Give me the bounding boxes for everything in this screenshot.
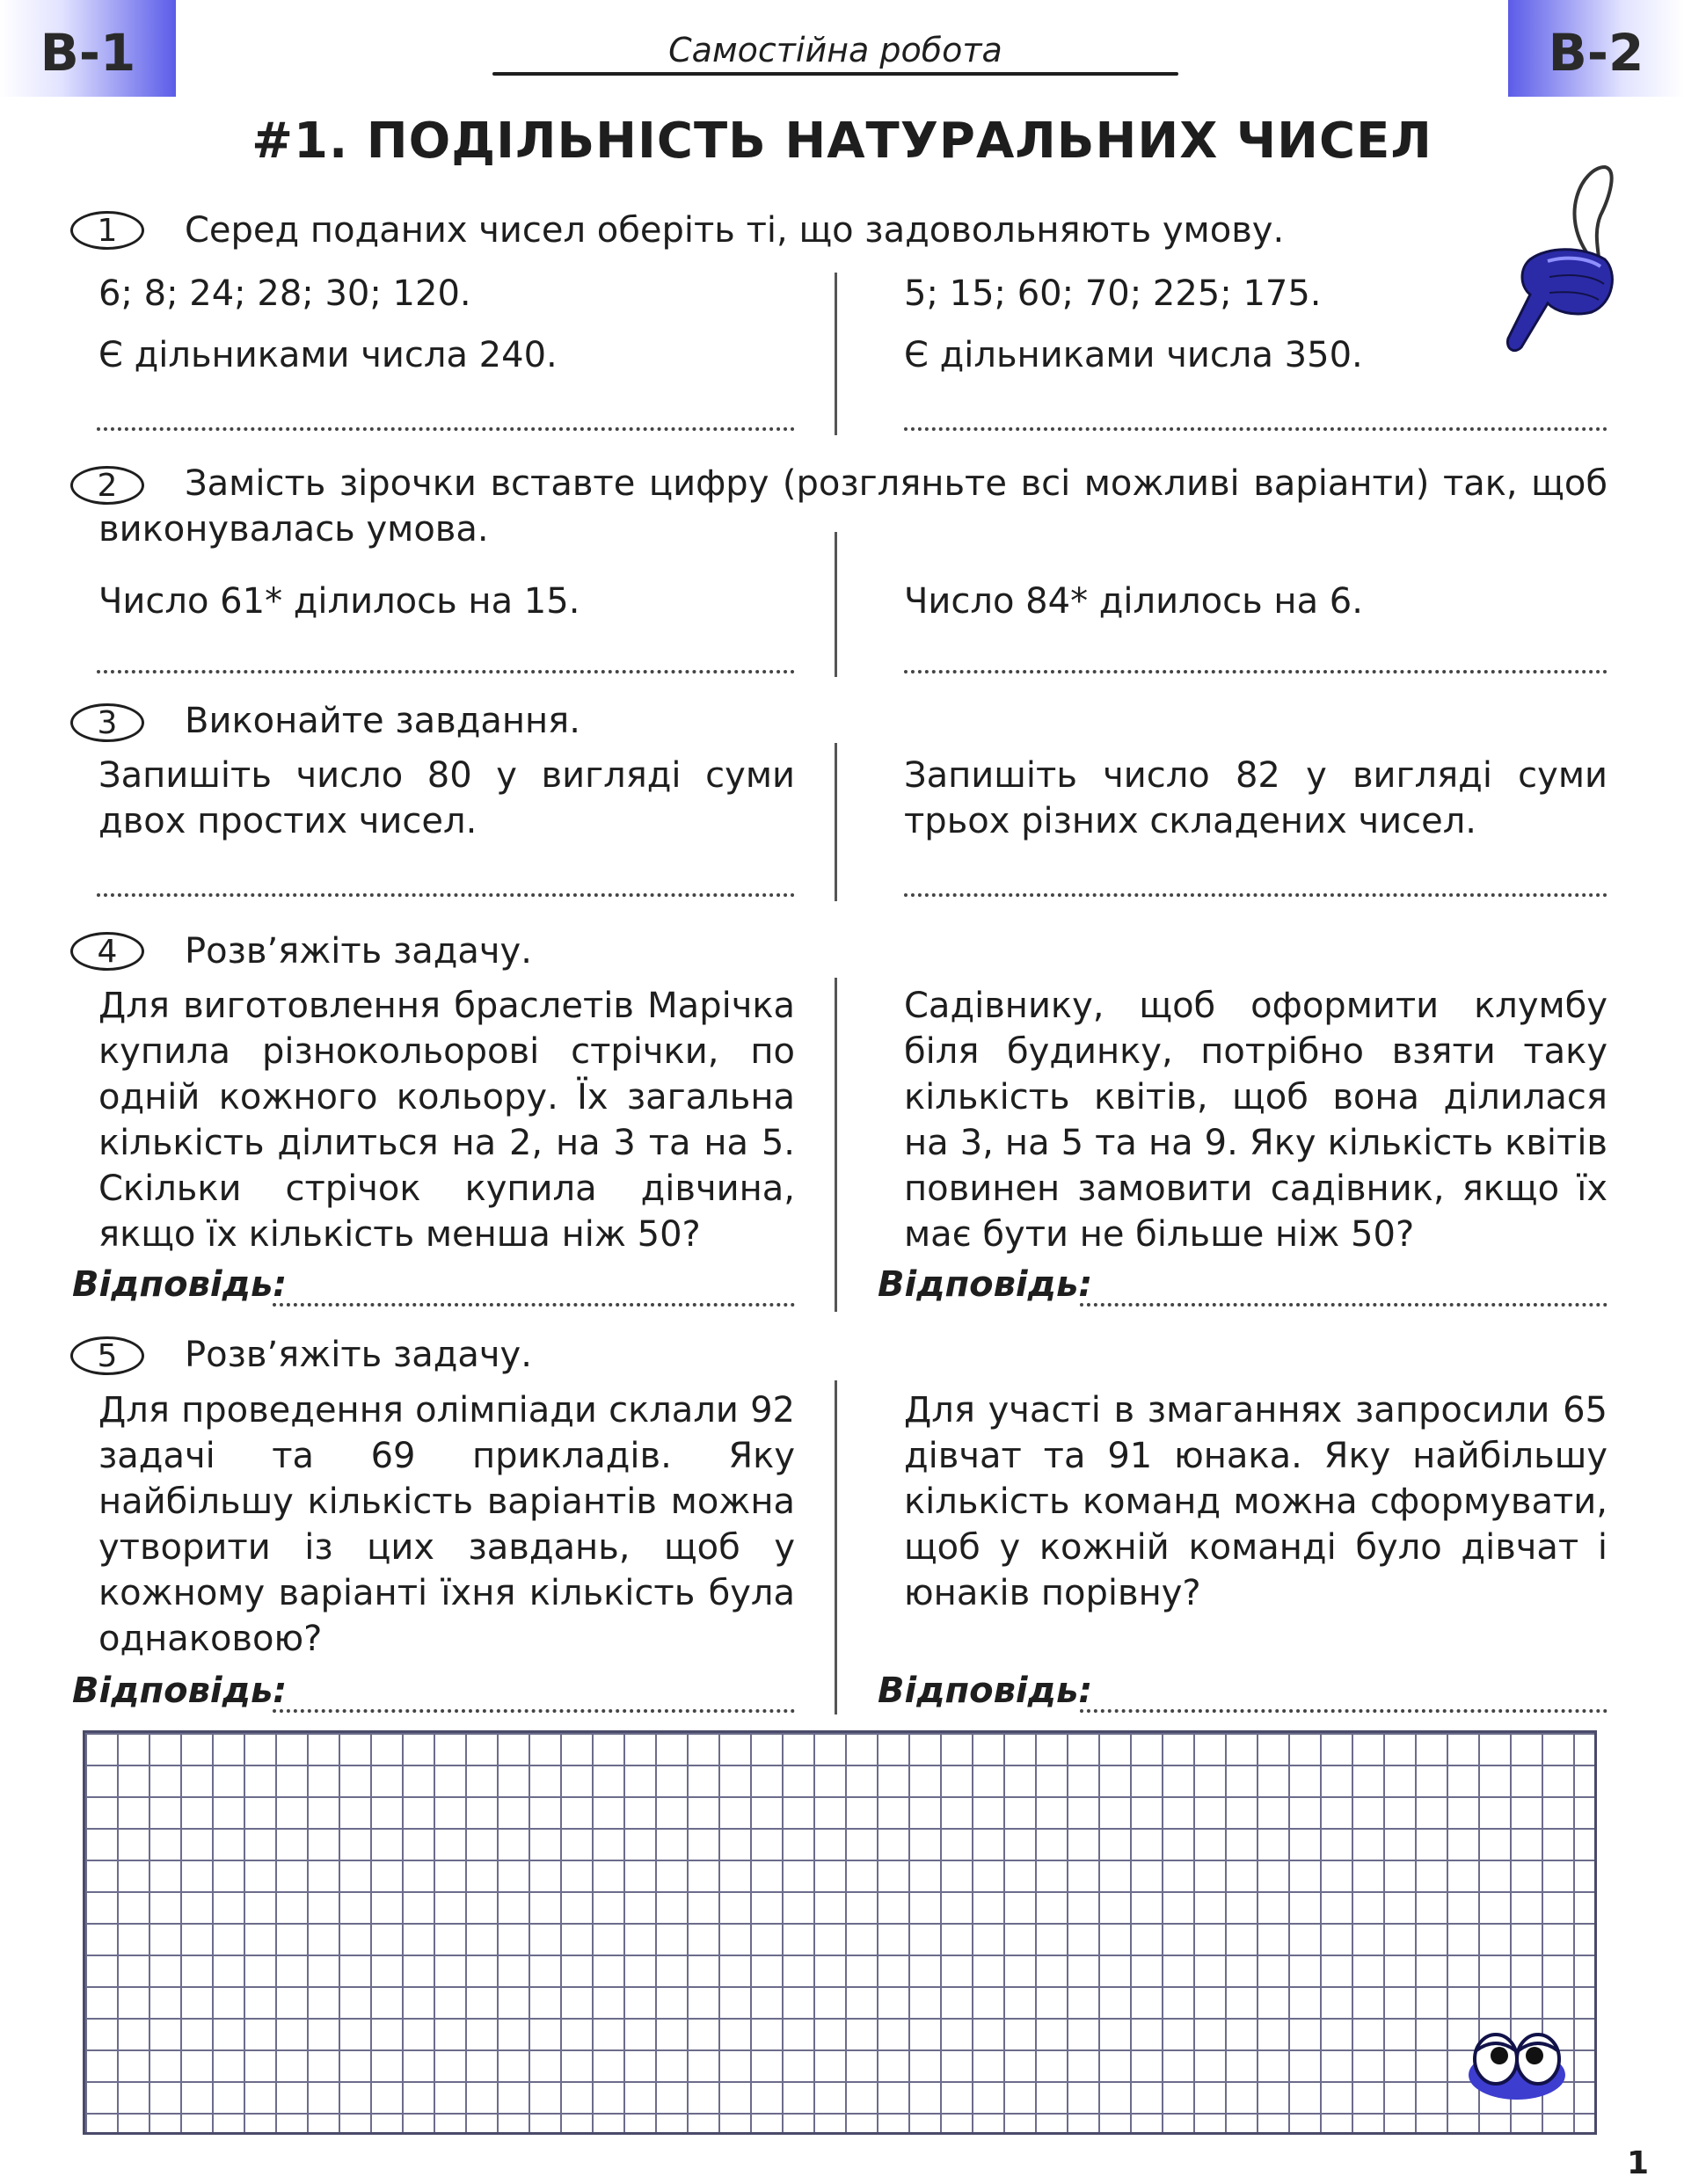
task-5-v1-text: Для проведення олімпіади склали 92 задачі та 69 прикладів. Яку найбільшу кількість варіантів можна утворити із цих завдань, щоб у кожному варіанті їхня кількість була однаковою?	[98, 1390, 795, 1659]
page-number: 1	[1626, 2145, 1649, 2181]
answer-line[interactable]	[904, 893, 1607, 897]
section-subtitle: Самостійна робота	[668, 31, 1002, 69]
variant-2-tab: В-2	[1508, 0, 1684, 97]
answer-label: Відповідь:	[72, 1264, 288, 1305]
task-number-badge: 2	[70, 466, 144, 505]
answer-line[interactable]	[904, 670, 1607, 673]
answer-line[interactable]	[1080, 1303, 1607, 1307]
answer-label: Відповідь:	[878, 1671, 1093, 1711]
answer-line[interactable]	[904, 427, 1607, 431]
task-1-v2-numbers: 5; 15; 60; 70; 225; 175.	[904, 273, 1322, 314]
answer-line[interactable]	[273, 1303, 795, 1307]
answer-line[interactable]	[1080, 1709, 1607, 1713]
answer-label: Відповідь:	[878, 1264, 1093, 1305]
variant-divider	[835, 273, 837, 435]
task-2-v2-text: Число 84* ділилось на 6.	[904, 581, 1363, 622]
task-number-badge: 4	[70, 932, 144, 971]
variant-1-tab: В-1	[0, 0, 176, 97]
task-3-prompt: Виконайте завдання.	[185, 701, 580, 741]
pointing-hand-icon	[1495, 163, 1627, 356]
task-1-v1-condition: Є дільниками числа 240.	[98, 335, 558, 375]
task-3-v2-text: Запишіть число 82 у вигляді суми трьох різних складених чисел.	[904, 755, 1607, 841]
variant-divider	[835, 1380, 837, 1714]
header-divider	[492, 72, 1178, 76]
variant-divider	[835, 978, 837, 1312]
answer-line[interactable]	[97, 893, 795, 897]
answer-line[interactable]	[273, 1709, 795, 1713]
answer-line[interactable]	[97, 427, 795, 431]
answer-label: Відповідь:	[72, 1671, 288, 1711]
graph-paper-workspace[interactable]	[83, 1730, 1597, 2135]
variant-divider	[835, 532, 837, 677]
variant-divider	[835, 743, 837, 901]
answer-line[interactable]	[97, 670, 795, 673]
task-3-v1-text: Запишіть число 80 у вигляді суми двох простих чисел.	[98, 755, 795, 841]
task-5-v2-text: Для участі в змаганнях запросили 65 дівчат та 91 юнака. Яку найбільшу кількість команд можна сформувати, щоб у кожній команді було дівчат і юнаків порівну?	[904, 1390, 1607, 1613]
task-4-v2-text: Садівнику, щоб оформити клумбу біля будинку, потрібно взяти таку кількість квітів, щоб вона ділилася на 3, на 5 та на 9. Яку кількість квітів повинен замовити садівник, якщо їх має бути не більше ніж 50?	[904, 986, 1607, 1255]
task-2-prompt: Замість зірочки вставте цифру (розгляньте всі можливі варіанти) так, щоб виконувалась умова.	[98, 463, 1607, 550]
task-4-v1-text: Для виготовлення браслетів Марічка купила різнокольорові стрічки, по одній кожного кольору. Їх загальна кількість ділиться на 2, на 3 та на 5. Скільки стрічок купила дівчина, якщо їх кількість менша ніж 50?	[98, 986, 795, 1255]
task-2-v1-text: Число 61* ділилось на 15.	[98, 581, 580, 622]
page-title: #1. ПОДІЛЬНІСТЬ НАТУРАЛЬНИХ ЧИСЕЛ	[252, 113, 1432, 170]
cartoon-eyes-icon	[1464, 2022, 1570, 2101]
task-5-prompt: Розв’яжіть задачу.	[185, 1335, 532, 1375]
task-1-v2-condition: Є дільниками числа 350.	[904, 335, 1363, 375]
task-1-prompt: Серед поданих чисел оберіть ті, що задовольняють умову.	[185, 210, 1285, 251]
task-number-badge: 5	[70, 1336, 144, 1375]
task-1-v1-numbers: 6; 8; 24; 28; 30; 120.	[98, 273, 471, 314]
task-number-badge: 1	[70, 211, 144, 250]
task-4-prompt: Розв’яжіть задачу.	[185, 931, 532, 972]
task-number-badge: 3	[70, 703, 144, 742]
